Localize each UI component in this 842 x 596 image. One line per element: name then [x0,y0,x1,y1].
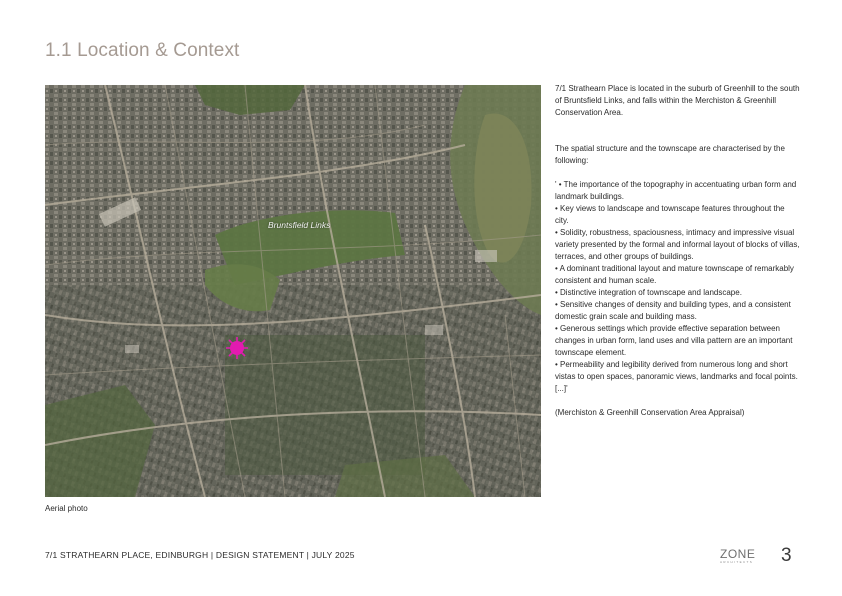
context-text [555,83,800,419]
bullet-item: • A dominant traditional layout and mature townscape of remarkably consistent and human scale. [555,264,794,285]
bullet-item: • Solidity, robustness, spaciousness, intimacy and impressive visual variety presented by the formal and informal layout of blocks of villas, terraces, and other groups of buildings. [555,228,800,261]
photo-caption: Aerial photo [45,504,88,513]
site-marker [226,337,248,359]
intro-paragraph: 7/1 Strathearn Place is located in the suburb of Greenhill to the south of Bruntsfield Links, and falls within the Merchiston & Greenhill Conservation Area. [555,84,800,117]
map-label-bruntsfield-links: Bruntsfield Links [268,220,331,230]
lead-paragraph: The spatial structure and the townscape are characterised by the following: [555,144,785,165]
aerial-photo [45,85,541,497]
bullet-item: • Distinctive integration of townscape and landscape. [555,288,742,297]
source-citation: (Merchiston & Greenhill Conservation Area Appraisal) [555,408,745,417]
bullet-item: • Sensitive changes of density and building types, and a consistent domestic grain scale and building mass. [555,300,791,321]
logo-wordmark: ZONE [720,547,756,561]
bullet-item: • Permeability and legibility derived from numerous long and short vistas to open spaces, panoramic views, landmarks and focal points. [555,360,798,381]
page-title: 1.1 Location & Context [45,40,240,61]
page-number: 3 [781,545,792,566]
footer-text: 7/1 STRATHEARN PLACE, EDINBURGH | DESIGN STATEMENT | JULY 2025 [45,550,355,560]
bullet-item: ' • The importance of the topography in accentuating urban form and landmark buildings. [555,180,797,201]
bullet-item: [...]' [555,384,568,393]
bullet-item: • Key views to landscape and townscape features throughout the city. [555,204,785,225]
zone-logo [720,548,760,568]
logo-subtitle: ARCHITECTS [720,560,754,564]
bullet-item: • Generous settings which provide effective separation between changes in urban form, land uses and villa pattern are an important townscape element. [555,324,793,357]
